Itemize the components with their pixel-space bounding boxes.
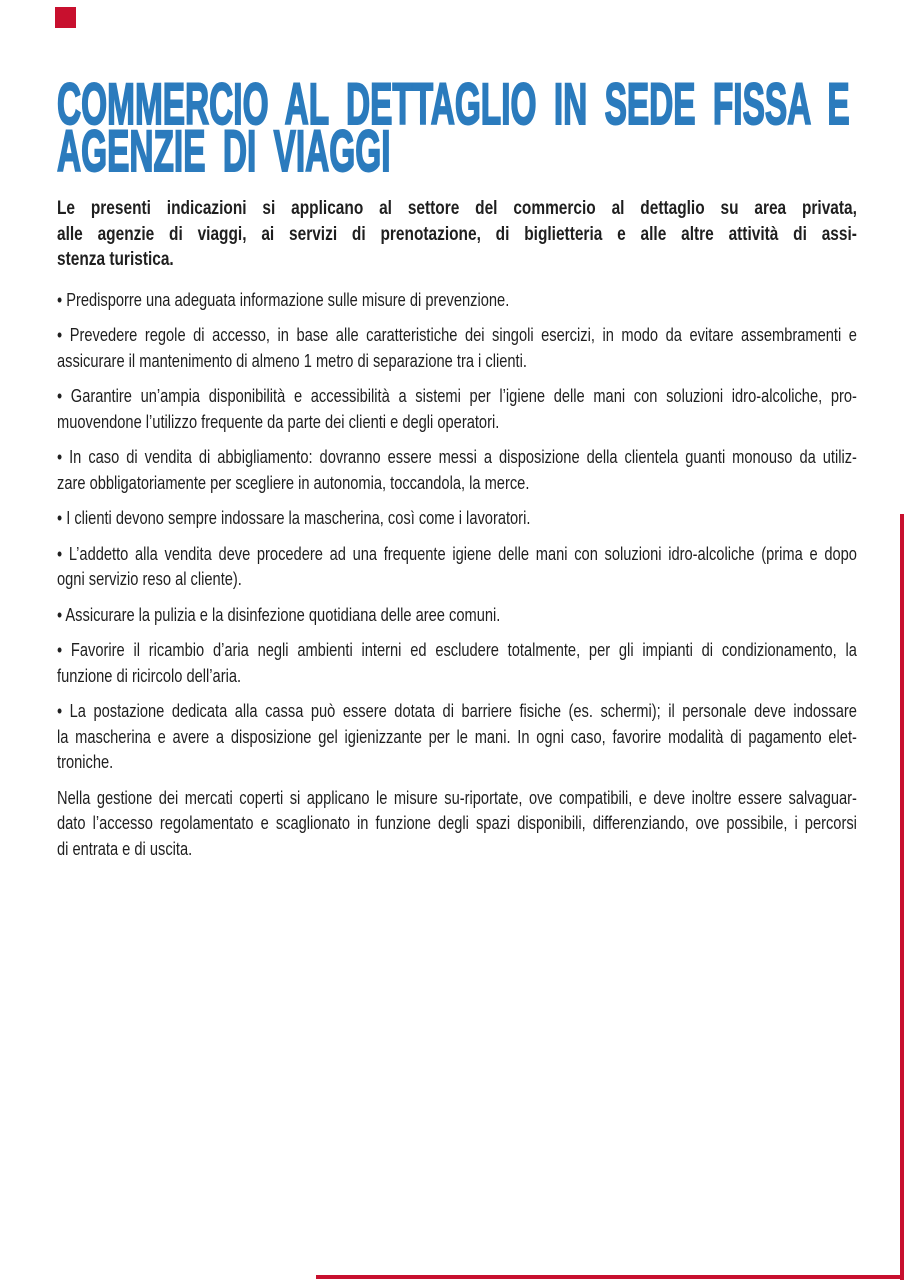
- bullet-item: [57, 505, 857, 531]
- text-line: • La postazione dedicata alla cassa può essere dotata di barriere fisiche (es. schermi); il personale deve indossare: [57, 700, 857, 721]
- text-line: stenza turistica.: [57, 248, 174, 270]
- red-bottom-edge-rule: [316, 1275, 904, 1279]
- text-line: • I clienti devono sempre indossare la mascherina, così come i lavoratori.: [57, 507, 531, 528]
- text-line: • Predisporre una adeguata informazione sulle misure di prevenzione.: [57, 288, 510, 310]
- closing-paragraph: [57, 785, 857, 862]
- bullet-item: [57, 637, 857, 688]
- text-line: • Favorire il ricambio d’aria negli ambienti interni ed escludere totalmente, per gli impianti di condizionamento, la: [57, 639, 857, 660]
- text-line: ogni servizio reso al cliente).: [57, 568, 242, 589]
- page-title-line: COMMERCIO AL DETTAGLIO IN SEDE FISSA E: [57, 72, 850, 137]
- text-line: • Prevedere regole di accesso, in base alle caratteristiche dei singoli esercizi, in modo da evitare assembramenti e: [57, 324, 857, 345]
- text-line: la mascherina e avere a disposizione gel igienizzante per le mani. In ogni caso, favorire modalità di pagamento elet-: [57, 725, 857, 747]
- bullet-list: [57, 287, 857, 775]
- intro-paragraph: [57, 196, 857, 273]
- bullet-item: [57, 383, 857, 434]
- red-right-edge-rule: [900, 514, 904, 1280]
- bullet-item: [57, 287, 857, 313]
- text-line: alle agenzie di viaggi, ai servizi di prenotazione, di biglietteria e alle altre attività di assi-: [57, 222, 857, 245]
- page-title: [57, 0, 857, 184]
- bullet-item: [57, 602, 857, 628]
- text-line: muovendone l’utilizzo frequente da parte dei clienti e degli operatori.: [57, 410, 500, 432]
- text-line: assicurare il mantenimento di almeno 1 metro di separazione tra i clienti.: [57, 349, 527, 371]
- text-line: Nella gestione dei mercati coperti si applicano le misure su-riportate, ove compatibili, e deve inoltre essere salvaguar-: [57, 786, 857, 808]
- text-line: funzione di ricircolo dell’aria.: [57, 664, 242, 686]
- text-line: • Garantire un’ampia disponibilità e accessibilità a sistemi per l’igiene delle mani con soluzioni idro-alcoliche, pro-: [57, 385, 857, 406]
- text-line: zare obbligatoriamente per scegliere in autonomia, toccandola, la merce.: [57, 471, 530, 493]
- document-content: [57, 0, 857, 861]
- text-line: • Assicurare la pulizia e la disinfezione quotidiana delle aree comuni.: [57, 603, 501, 625]
- bullet-item: [57, 541, 857, 592]
- bullet-item: [57, 698, 857, 775]
- bullet-item: [57, 444, 857, 495]
- text-line: dato l’accesso regolamentato e scaglionato in funzione degli spazi disponibili, differenziando, ove possibile, i percorsi: [57, 812, 857, 833]
- text-line: Le presenti indicazioni si applicano al settore del commercio al dettaglio su area privata,: [57, 197, 857, 219]
- bullet-item: [57, 322, 857, 373]
- text-line: • In caso di vendita di abbigliamento: dovranno essere messi a disposizione della clientela guanti monouso da utiliz-: [57, 446, 857, 467]
- text-line: • L’addetto alla vendita deve procedere ad una frequente igiene delle mani con soluzioni idro-alcoliche (prima e dopo: [57, 542, 857, 564]
- page-title-line: AGENZIE DI VIAGGI: [57, 119, 391, 184]
- text-line: di entrata e di uscita.: [57, 837, 193, 859]
- text-line: troniche.: [57, 751, 114, 772]
